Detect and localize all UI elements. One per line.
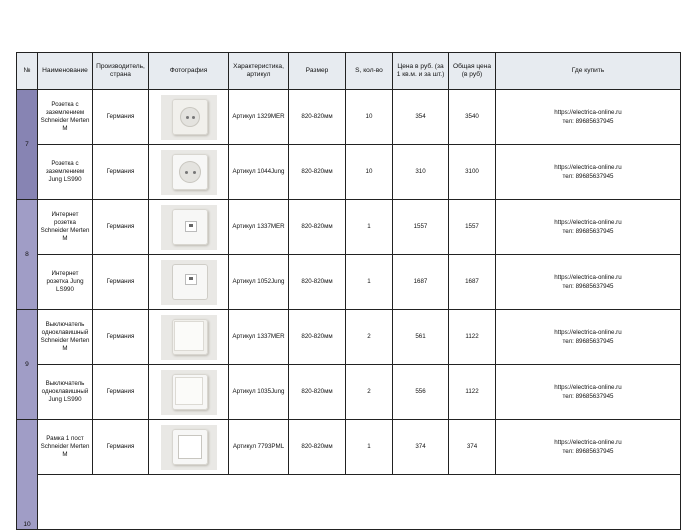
qty-cell: 10 xyxy=(346,145,393,200)
spreadsheet-sheet xyxy=(16,52,680,528)
shop-link[interactable]: https://electrica-online.ru xyxy=(554,329,622,336)
col-header-name: Наименование xyxy=(38,53,93,90)
article-cell: Артикул 1329MER xyxy=(229,90,289,145)
price-cell: 1687 xyxy=(393,255,449,310)
switch-schneider-photo xyxy=(161,315,217,360)
where-to-buy-cell xyxy=(496,145,681,200)
shop-link[interactable]: https://electrica-online.ru xyxy=(554,384,622,391)
shop-link[interactable]: https://electrica-online.ru xyxy=(554,219,622,226)
producer-cell: Германия xyxy=(93,145,149,200)
shop-phone: тел: 89685637945 xyxy=(562,283,614,290)
qty-cell: 2 xyxy=(346,310,393,365)
col-header-where-to-buy: Где купить xyxy=(496,53,681,90)
table-row xyxy=(17,145,681,200)
total-cell: 1687 xyxy=(449,255,496,310)
table-row xyxy=(17,200,681,255)
col-header-size: Размер xyxy=(289,53,346,90)
shop-phone: тел: 89685637945 xyxy=(562,393,614,400)
qty-cell: 10 xyxy=(346,90,393,145)
shop-link[interactable]: https://electrica-online.ru xyxy=(554,164,622,171)
price-cell: 354 xyxy=(393,90,449,145)
group-number: 10 xyxy=(17,420,38,530)
producer-cell: Германия xyxy=(93,200,149,255)
shop-phone: тел: 89685637945 xyxy=(562,173,614,180)
shop-phone: тел: 89685637945 xyxy=(562,448,614,455)
product-name: Интернет розетка Schneider Merten M xyxy=(38,200,93,255)
col-header-price: Цена в руб. (за 1 кв.м. и за шт.) xyxy=(393,53,449,90)
size-cell: 820-820мм xyxy=(289,90,346,145)
where-to-buy-cell xyxy=(496,255,681,310)
where-to-buy-cell xyxy=(496,310,681,365)
size-cell: 820-820мм xyxy=(289,420,346,475)
header-row xyxy=(17,53,681,90)
socket-schneider-photo xyxy=(161,95,217,140)
qty-cell: 1 xyxy=(346,200,393,255)
price-cell: 561 xyxy=(393,310,449,365)
table-row xyxy=(17,420,681,475)
product-name: Выключатель одноклавишный Jung LS990 xyxy=(38,365,93,420)
article-cell: Артикул 1044Jung xyxy=(229,145,289,200)
size-cell: 820-820мм xyxy=(289,310,346,365)
article-cell: Артикул 1035Jung xyxy=(229,365,289,420)
product-name: Интернет розетка Jung LS990 xyxy=(38,255,93,310)
products-table xyxy=(16,52,681,530)
internet-socket-jung-photo xyxy=(161,260,217,305)
shop-link[interactable]: https://electrica-online.ru xyxy=(554,439,622,446)
product-name: Рамка 1 пост Schneider Merten M xyxy=(38,420,93,475)
col-header-total: Общая цена (в руб) xyxy=(449,53,496,90)
where-to-buy-cell xyxy=(496,420,681,475)
price-cell: 374 xyxy=(393,420,449,475)
producer-cell: Германия xyxy=(93,255,149,310)
qty-cell: 2 xyxy=(346,365,393,420)
photo-cell xyxy=(149,310,229,365)
socket-jung-photo xyxy=(161,150,217,195)
total-cell: 3540 xyxy=(449,90,496,145)
group-number: 9 xyxy=(17,310,38,420)
size-cell: 820-820мм xyxy=(289,255,346,310)
size-cell: 820-820мм xyxy=(289,145,346,200)
col-header-photo: Фотография xyxy=(149,53,229,90)
shop-phone: тел: 89685637945 xyxy=(562,338,614,345)
group-number: 7 xyxy=(17,90,38,200)
photo-cell xyxy=(149,200,229,255)
table-row xyxy=(17,365,681,420)
photo-cell xyxy=(149,365,229,420)
price-cell: 556 xyxy=(393,365,449,420)
where-to-buy-cell xyxy=(496,365,681,420)
product-name: Розетка с заземлением Jung LS990 xyxy=(38,145,93,200)
article-cell: Артикул 1337MER xyxy=(229,200,289,255)
table-row xyxy=(17,310,681,365)
product-name: Выключатель одноклавишный Schneider Merten M xyxy=(38,310,93,365)
producer-cell: Германия xyxy=(93,365,149,420)
where-to-buy-cell xyxy=(496,90,681,145)
price-cell: 1557 xyxy=(393,200,449,255)
qty-cell: 1 xyxy=(346,255,393,310)
total-cell: 1122 xyxy=(449,310,496,365)
internet-socket-schneider-photo xyxy=(161,205,217,250)
photo-cell xyxy=(149,90,229,145)
shop-phone: тел: 89685637945 xyxy=(562,228,614,235)
where-to-buy-cell xyxy=(496,200,681,255)
producer-cell: Германия xyxy=(93,310,149,365)
empty-row xyxy=(38,475,681,530)
col-header-qty: S, кол-во xyxy=(346,53,393,90)
table-row xyxy=(17,255,681,310)
article-cell: Артикул 7793PML xyxy=(229,420,289,475)
table-row xyxy=(17,475,681,530)
photo-cell xyxy=(149,145,229,200)
col-header-producer: Производитель, страна xyxy=(93,53,149,90)
photo-cell xyxy=(149,255,229,310)
qty-cell: 1 xyxy=(346,420,393,475)
frame-schneider-photo xyxy=(161,425,217,470)
total-cell: 3100 xyxy=(449,145,496,200)
producer-cell: Германия xyxy=(93,420,149,475)
price-cell: 310 xyxy=(393,145,449,200)
size-cell: 820-820мм xyxy=(289,200,346,255)
group-number: 8 xyxy=(17,200,38,310)
total-cell: 374 xyxy=(449,420,496,475)
total-cell: 1122 xyxy=(449,365,496,420)
article-cell: Артикул 1337MER xyxy=(229,310,289,365)
table-row xyxy=(17,90,681,145)
product-name: Розетка с заземлением Schneider Merten M xyxy=(38,90,93,145)
producer-cell: Германия xyxy=(93,90,149,145)
shop-phone: тел: 89685637945 xyxy=(562,118,614,125)
col-header-number: № xyxy=(17,53,38,90)
switch-jung-photo xyxy=(161,370,217,415)
shop-link[interactable]: https://electrica-online.ru xyxy=(554,274,622,281)
article-cell: Артикул 1052Jung xyxy=(229,255,289,310)
col-header-article: Характеристика, артикул xyxy=(229,53,289,90)
size-cell: 820-820мм xyxy=(289,365,346,420)
photo-cell xyxy=(149,420,229,475)
total-cell: 1557 xyxy=(449,200,496,255)
shop-link[interactable]: https://electrica-online.ru xyxy=(554,109,622,116)
